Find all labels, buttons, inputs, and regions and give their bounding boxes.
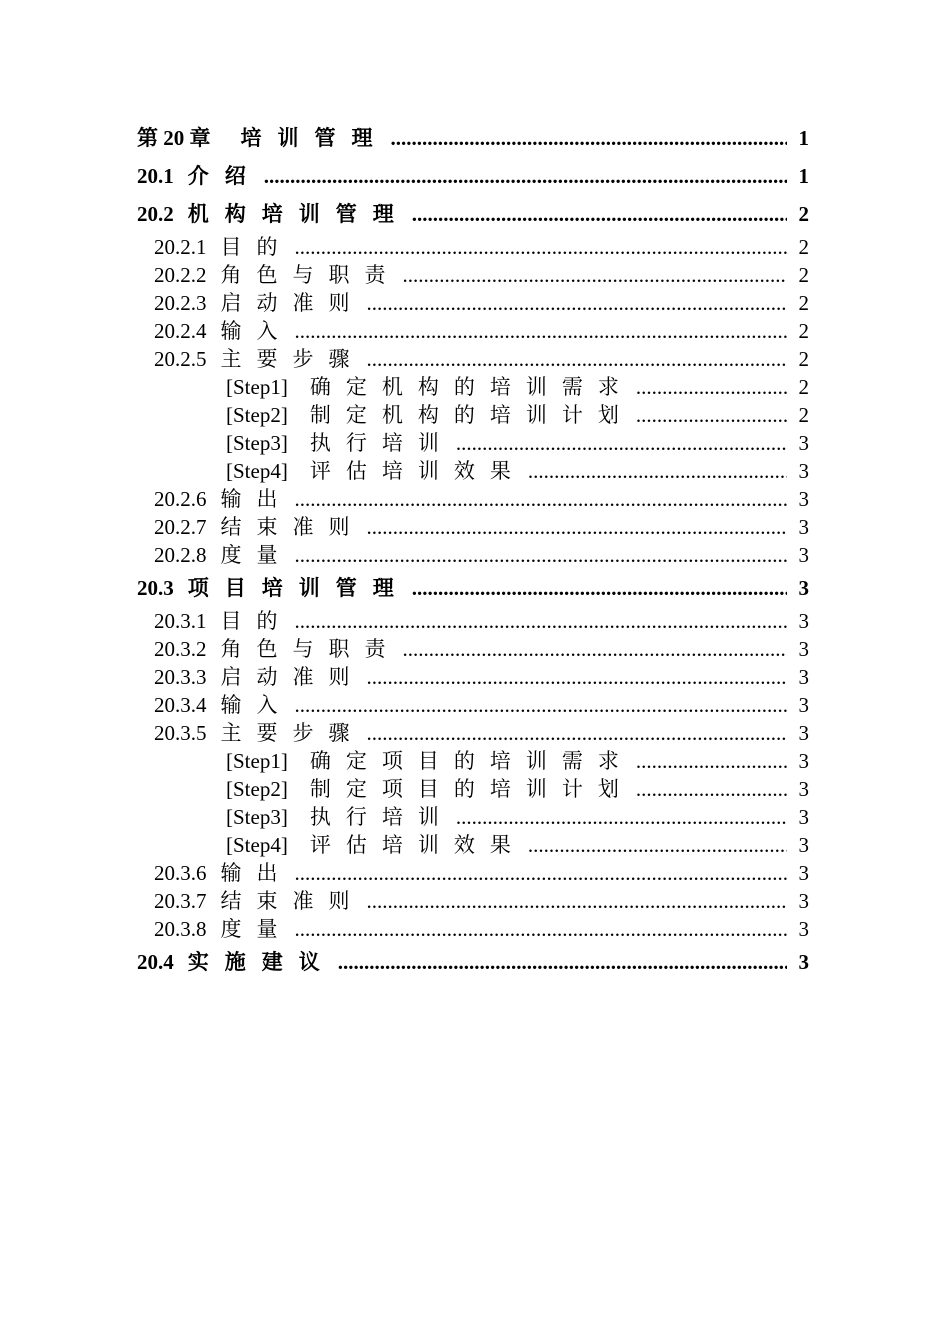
toc-entry-page-number: 3	[798, 861, 809, 885]
toc-entry-title: 实施建议	[187, 950, 336, 974]
toc-entry-title: 输出	[220, 861, 293, 885]
toc-entry-title: 启动准则	[220, 665, 365, 689]
toc-entry-number: 20.3.8	[154, 917, 207, 941]
toc-entry[interactable]	[137, 317, 809, 345]
toc-entry-title: 角色与职责	[220, 637, 401, 661]
toc-dot-leader	[367, 345, 788, 373]
toc-entry[interactable]	[137, 157, 809, 195]
toc-entry-number: [Step4]	[226, 459, 288, 483]
toc-dot-leader	[367, 513, 788, 541]
toc-entry[interactable]	[137, 513, 809, 541]
toc-dot-leader	[367, 663, 788, 691]
toc-entry[interactable]	[137, 691, 809, 719]
toc-entry[interactable]	[137, 915, 809, 943]
toc-entry-page-number: 3	[798, 889, 809, 913]
toc-entry-title: 机构培训管理	[187, 202, 410, 226]
toc-entry-page-number: 3	[798, 515, 809, 539]
toc-entry-title: 介绍	[187, 164, 262, 188]
toc-entry-title: 度量	[220, 543, 293, 567]
toc-entry-number: 20.3.5	[154, 721, 207, 745]
toc-entry-number: 20.2.4	[154, 319, 207, 343]
toc-entry-title: 评估培训效果	[309, 833, 526, 857]
toc-entry[interactable]	[137, 887, 809, 915]
toc-entry-page-number: 3	[798, 833, 809, 857]
toc-entry[interactable]	[137, 803, 809, 831]
toc-entry-number: 20.2.6	[154, 487, 207, 511]
toc-entry[interactable]	[137, 607, 809, 635]
toc-entry-page-number: 2	[798, 202, 809, 226]
toc-entry[interactable]	[137, 373, 809, 401]
toc-entry[interactable]	[137, 859, 809, 887]
toc-entry-number: 20.2.7	[154, 515, 207, 539]
toc-entry-title: 确定机构的培训需求	[309, 375, 634, 399]
toc-entry-title: 输入	[220, 693, 293, 717]
toc-dot-leader	[636, 401, 787, 429]
toc-entry-page-number: 3	[798, 637, 809, 661]
toc-entry-page-number: 1	[798, 164, 809, 188]
toc-entry[interactable]	[137, 457, 809, 485]
toc-entry-page-number: 2	[798, 263, 809, 287]
toc-dot-leader	[367, 719, 788, 747]
toc-entry-title: 培训管理	[240, 126, 389, 150]
toc-dot-leader	[636, 747, 787, 775]
toc-entry-page-number: 3	[798, 543, 809, 567]
toc-entry-number: [Step2]	[226, 403, 288, 427]
toc-entry-number: 20.2.8	[154, 543, 207, 567]
toc-entry-page-number: 2	[798, 403, 809, 427]
toc-entry[interactable]	[137, 663, 809, 691]
toc-entry-title: 目的	[220, 235, 293, 259]
toc-entry-number: 20.2.1	[154, 235, 207, 259]
toc-entry-number: 20.2.5	[154, 347, 207, 371]
toc-entry-page-number: 2	[798, 291, 809, 315]
toc-entry-number: 20.3.4	[154, 693, 207, 717]
toc-entry-page-number: 3	[798, 950, 809, 974]
toc-entry-page-number: 2	[798, 347, 809, 371]
toc-dot-leader	[412, 569, 787, 607]
toc-entry-number: 20.2.2	[154, 263, 207, 287]
toc-entry[interactable]	[137, 345, 809, 373]
toc-dot-leader	[295, 607, 788, 635]
toc-entry-title: 启动准则	[220, 291, 365, 315]
toc-entry-number: 20.3	[137, 576, 174, 600]
toc-entry-page-number: 3	[798, 609, 809, 633]
toc-entry[interactable]	[137, 747, 809, 775]
toc-entry-page-number: 2	[798, 235, 809, 259]
toc-entry[interactable]	[137, 635, 809, 663]
toc-entry-title: 制定项目的培训计划	[309, 777, 634, 801]
toc-entry-number: [Step4]	[226, 833, 288, 857]
toc-entry[interactable]	[137, 195, 809, 233]
toc-entry-number: 20.2	[137, 202, 174, 226]
toc-entry-number: [Step3]	[226, 805, 288, 829]
toc-entry-page-number: 3	[798, 576, 809, 600]
toc-dot-leader	[403, 635, 788, 663]
toc-entry[interactable]	[137, 429, 809, 457]
toc-dot-leader	[403, 261, 788, 289]
toc-dot-leader	[528, 831, 787, 859]
toc-entry[interactable]	[137, 719, 809, 747]
toc-entry-number: [Step1]	[226, 749, 288, 773]
toc-entry-title: 主要步骤	[220, 721, 365, 745]
toc-dot-leader	[367, 887, 788, 915]
toc-entry-number: 20.3.7	[154, 889, 207, 913]
toc-entry-number: 20.3.1	[154, 609, 207, 633]
toc-dot-leader	[391, 120, 788, 157]
toc-dot-leader	[456, 429, 787, 457]
toc-entry-title: 结束准则	[220, 515, 365, 539]
toc-entry-title: 确定项目的培训需求	[309, 749, 634, 773]
toc-dot-leader	[295, 691, 788, 719]
toc-dot-leader	[367, 289, 788, 317]
toc-entry-page-number: 3	[798, 721, 809, 745]
toc-entry-number: 20.2.3	[154, 291, 207, 315]
toc-entry[interactable]	[137, 261, 809, 289]
toc-entry-page-number: 2	[798, 375, 809, 399]
toc-dot-leader	[636, 775, 787, 803]
toc-entry-number: 20.3.3	[154, 665, 207, 689]
toc-entry-title: 输出	[220, 487, 293, 511]
toc-entry-title: 主要步骤	[220, 347, 365, 371]
toc-dot-leader	[528, 457, 787, 485]
toc-entry-number: [Step1]	[226, 375, 288, 399]
toc-entry-page-number: 3	[798, 805, 809, 829]
toc-entry-title: 评估培训效果	[309, 459, 526, 483]
toc-entry[interactable]	[137, 569, 809, 607]
toc-entry-page-number: 3	[798, 693, 809, 717]
toc-entry-number: 20.3.6	[154, 861, 207, 885]
toc-entry[interactable]	[137, 541, 809, 569]
toc-entry-page-number: 3	[798, 487, 809, 511]
toc-entry-page-number: 1	[798, 126, 809, 150]
toc-dot-leader	[295, 485, 788, 513]
toc-entry-title: 输入	[220, 319, 293, 343]
toc-entry[interactable]	[137, 120, 809, 157]
toc-entry-title: 执行培训	[309, 431, 454, 455]
toc-entry[interactable]	[137, 831, 809, 859]
toc-dot-leader	[295, 859, 788, 887]
table-of-contents	[137, 120, 809, 981]
toc-entry-number: 第 20 章	[137, 126, 211, 150]
toc-entry-page-number: 3	[798, 431, 809, 455]
toc-entry-page-number: 3	[798, 777, 809, 801]
toc-entry[interactable]	[137, 943, 809, 981]
toc-entry-number: 20.1	[137, 164, 174, 188]
toc-entry-title: 角色与职责	[220, 263, 401, 287]
toc-entry-page-number: 3	[798, 749, 809, 773]
toc-entry-title: 项目培训管理	[187, 576, 410, 600]
toc-dot-leader	[295, 233, 788, 261]
toc-entry-number: 20.4	[137, 950, 174, 974]
toc-dot-leader	[412, 195, 787, 233]
toc-entry-title: 结束准则	[220, 889, 365, 913]
toc-entry-title: 目的	[220, 609, 293, 633]
toc-entry-title: 度量	[220, 917, 293, 941]
toc-entry[interactable]	[137, 289, 809, 317]
toc-dot-leader	[264, 157, 787, 195]
toc-entry-page-number: 3	[798, 917, 809, 941]
toc-dot-leader	[636, 373, 787, 401]
toc-dot-leader	[295, 915, 788, 943]
toc-entry-page-number: 2	[798, 319, 809, 343]
toc-entry[interactable]	[137, 233, 809, 261]
toc-entry-number: [Step2]	[226, 777, 288, 801]
toc-entry[interactable]	[137, 485, 809, 513]
toc-dot-leader	[295, 541, 788, 569]
toc-entry[interactable]	[137, 775, 809, 803]
toc-entry-page-number: 3	[798, 665, 809, 689]
toc-entry[interactable]	[137, 401, 809, 429]
toc-entry-title: 制定机构的培训计划	[309, 403, 634, 427]
toc-entry-title: 执行培训	[309, 805, 454, 829]
toc-entry-page-number: 3	[798, 459, 809, 483]
toc-dot-leader	[456, 803, 787, 831]
toc-entry-number: [Step3]	[226, 431, 288, 455]
toc-dot-leader	[338, 943, 787, 981]
toc-entry-number: 20.3.2	[154, 637, 207, 661]
toc-dot-leader	[295, 317, 788, 345]
